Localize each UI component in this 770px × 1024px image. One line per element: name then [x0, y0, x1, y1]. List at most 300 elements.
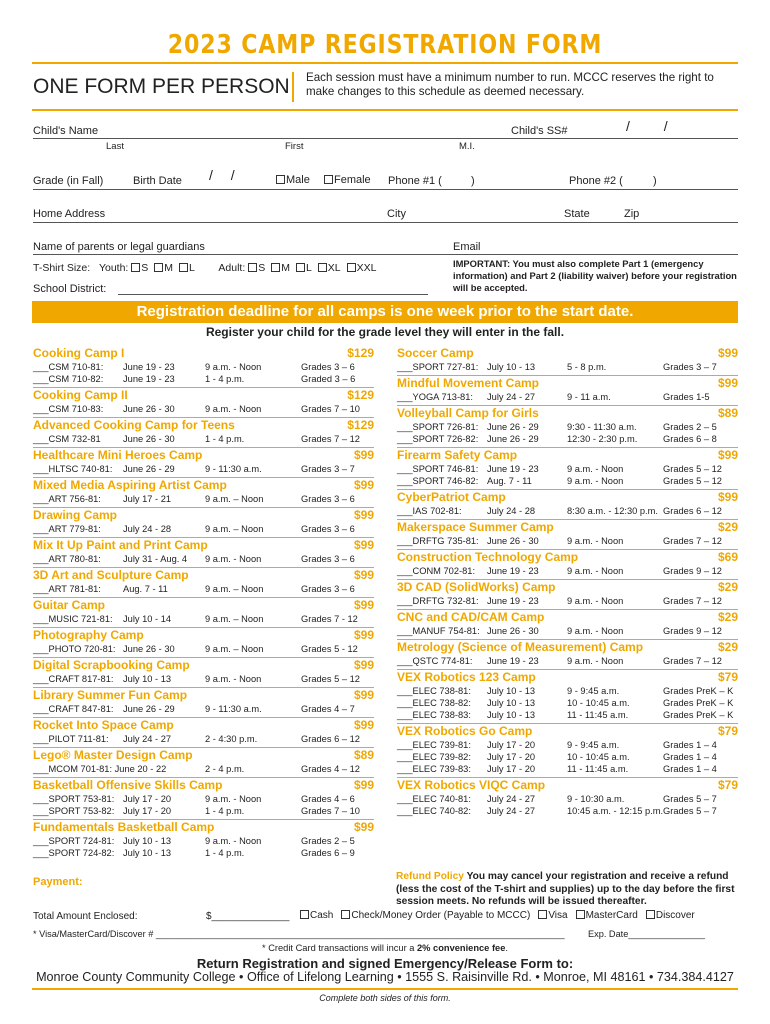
payment-option-checkbox[interactable]: [341, 910, 350, 919]
camp-price: $129: [347, 388, 374, 402]
session-detail: July 24 - 27: [487, 806, 536, 816]
adult-size-s[interactable]: [248, 262, 265, 274]
session-detail: 11 - 11:45 a.m.: [567, 710, 629, 720]
session-detail: 1 - 4 p.m.: [205, 848, 245, 858]
session-detail: July 17 - 21: [123, 494, 172, 504]
total-amount-label: Total Amount Enclosed:: [33, 911, 138, 922]
session-detail: Grades 6 – 12: [663, 506, 722, 516]
phone1-paren: ): [471, 175, 475, 187]
session-detail: Grades 7 - 12: [301, 614, 358, 624]
session-detail: 2 - 4 p.m.: [205, 764, 245, 774]
session-checkbox-line[interactable]: ___SPORT 726-81:: [397, 422, 479, 432]
youth-size-label: S: [141, 262, 149, 274]
college-address: Monroe County Community College • Office of Lifelong Learning • 1555 S. Raisinville Rd. • Monroe, MI 48161 • 734.384.4127: [36, 970, 734, 984]
session-detail: June 26 - 29: [123, 704, 175, 714]
session-detail: Grades 7 – 12: [663, 656, 722, 666]
expiration-date-field[interactable]: Exp. Date_______________: [588, 929, 705, 939]
payment-option-checkbox[interactable]: [300, 910, 309, 919]
camp-name: Healthcare Mini Heroes Camp: [33, 448, 203, 462]
session-checkbox-line[interactable]: ___ELEC 738-83:: [397, 710, 471, 720]
school-district-field[interactable]: [118, 294, 428, 295]
camp-name: CyberPatriot Camp: [397, 490, 506, 504]
home-address-label: Home Address: [33, 208, 106, 220]
session-checkbox-line[interactable]: ___SPORT 753-81:: [33, 794, 115, 804]
session-detail: July 10 - 13: [487, 710, 536, 720]
youth-size-l[interactable]: [179, 262, 195, 274]
last-label: Last: [106, 141, 124, 152]
camp-name: Makerspace Summer Camp: [397, 520, 554, 534]
session-checkbox-line[interactable]: ___YOGA 713-81:: [397, 392, 473, 402]
session-detail: Grades 9 – 12: [663, 566, 722, 576]
camp-name: Mix It Up Paint and Print Camp: [33, 538, 208, 552]
childs-name-field[interactable]: [33, 138, 738, 139]
adult-size-xxl-checkbox[interactable]: [347, 263, 356, 272]
camp-name: 3D Art and Sculpture Camp: [33, 568, 189, 582]
payment-option-1[interactable]: [341, 910, 530, 921]
youth-size-label: M: [164, 262, 174, 274]
mi-label: M.I.: [459, 141, 475, 152]
camp-price: $79: [717, 670, 738, 684]
payment-option-label: Visa: [548, 910, 568, 921]
session-detail: Grades 4 – 12: [301, 764, 360, 774]
camp-price: $29: [717, 640, 738, 654]
session-detail: Aug. 7 - 11: [123, 584, 168, 594]
session-detail: June 26 - 29: [123, 464, 175, 474]
youth-size-label: L: [189, 262, 195, 274]
session-detail: July 10 - 13: [487, 698, 536, 708]
adult-size-xl-checkbox[interactable]: [318, 263, 327, 272]
session-checkbox-line[interactable]: ___CONM 702-81:: [397, 566, 476, 576]
session-detail: June 19 - 23: [487, 656, 539, 666]
session-detail: 12:30 - 2:30 p.m.: [567, 434, 638, 444]
session-detail: July 17 - 20: [487, 740, 536, 750]
session-detail: Grades 5 – 7: [663, 794, 717, 804]
payment-option-label: Check/Money Order (Payable to MCCC): [351, 910, 531, 921]
session-detail: 2 - 4:30 p.m.: [205, 734, 258, 744]
session-detail: Grades 5 - 12: [301, 644, 358, 654]
session-checkbox-line[interactable]: ___CSM 710-81:: [33, 362, 104, 372]
session-detail: June 26 - 30: [487, 626, 539, 636]
session-detail: July 10 - 13: [123, 836, 172, 846]
session-checkbox-line[interactable]: ___PILOT 711-81:: [33, 734, 109, 744]
camp-price: $129: [347, 418, 374, 432]
youth-size-m[interactable]: [154, 262, 173, 274]
convenience-fee-note: * Credit Card transactions will incur a 2% convenience fee.: [262, 943, 508, 953]
payment-option-label: Discover: [655, 910, 695, 921]
session-detail: July 31 - Aug. 4: [123, 554, 188, 564]
session-detail: June 19 - 23: [487, 566, 539, 576]
payment-label: Payment:: [33, 876, 83, 888]
camp-name: Fundamentals Basketball Camp: [33, 820, 215, 834]
session-detail: Grades 5 – 12: [301, 674, 360, 684]
complete-both-sides-note: Complete both sides of this form.: [319, 993, 451, 1003]
male-checkbox[interactable]: [276, 175, 285, 184]
session-detail: Grades 3 – 6: [301, 554, 355, 564]
session-detail: Grades 7 – 12: [663, 536, 722, 546]
session-checkbox-line[interactable]: ___CRAFT 817-81:: [33, 674, 114, 684]
session-checkbox-line[interactable]: ___ELEC 740-82:: [397, 806, 471, 816]
session-detail: Grades 9 – 12: [663, 626, 722, 636]
session-checkbox-line[interactable]: ___ART 779-81:: [33, 524, 101, 534]
session-detail: Grades 1 – 4: [663, 752, 717, 762]
session-detail: Grades 6 – 12: [301, 734, 360, 744]
camp-name: Cooking Camp II: [33, 388, 128, 402]
email-label: Email: [453, 241, 481, 253]
payment-option-0[interactable]: [300, 910, 333, 921]
session-detail: 11 - 11:45 a.m.: [567, 764, 629, 774]
camp-name: Mixed Media Aspiring Artist Camp: [33, 478, 227, 492]
first-label: First: [285, 141, 304, 152]
session-detail: Grades 6 – 9: [301, 848, 355, 858]
session-checkbox-line[interactable]: ___DRFTG 732-81:: [397, 596, 479, 606]
camp-name: Digital Scrapbooking Camp: [33, 658, 190, 672]
session-detail: Grades 6 – 8: [663, 434, 717, 444]
camp-price: $89: [353, 748, 374, 762]
session-detail: 1 - 4 p.m.: [205, 806, 245, 816]
camp-price: $89: [717, 406, 738, 420]
adult-size-s-checkbox[interactable]: [248, 263, 257, 272]
camp-name: Drawing Camp: [33, 508, 118, 522]
important-notice: IMPORTANT: You must also complete Part 1 (emergency information) and Part 2 (liability waiver) before your registration will be accepted.: [453, 258, 737, 293]
session-detail: 9 a.m. - Noon: [205, 674, 262, 684]
session-detail: June 26 - 30: [123, 404, 175, 414]
session-detail: 5 - 8 p.m.: [567, 362, 607, 372]
camp-name: Rocket Into Space Camp: [33, 718, 174, 732]
session-detail: July 24 - 27: [123, 734, 172, 744]
camp-price: $99: [353, 538, 374, 552]
session-checkbox-line[interactable]: ___SPORT 724-81:: [33, 836, 115, 846]
session-checkbox-line[interactable]: ___ART 756-81:: [33, 494, 101, 504]
youth-size-l-checkbox[interactable]: [179, 263, 188, 272]
camp-price: $99: [717, 346, 738, 360]
payment-option-label: Cash: [310, 910, 334, 921]
camp-name: VEX Robotics Go Camp: [397, 724, 533, 738]
camp-name: VEX Robotics 123 Camp: [397, 670, 536, 684]
session-detail: 9 - 11:30 a.m.: [205, 464, 262, 474]
session-checkbox-line[interactable]: ___ART 780-81:: [33, 554, 101, 564]
session-detail: Grades 3 – 6: [301, 494, 355, 504]
session-detail: June 26 - 29: [487, 434, 539, 444]
session-detail: 9 a.m. – Noon: [205, 614, 264, 624]
session-detail: 9 - 10:30 a.m.: [567, 794, 625, 804]
session-detail: 9 a.m. - Noon: [567, 656, 624, 666]
camp-name: Guitar Camp: [33, 598, 106, 612]
session-checkbox-line[interactable]: ___CSM 710-83:: [33, 404, 104, 414]
camp-price: $99: [353, 688, 374, 702]
session-detail: 9 a.m. - Noon: [567, 596, 624, 606]
camp-name: CNC and CAD/CAM Camp: [397, 610, 545, 624]
footer-divider: [32, 988, 738, 990]
phone1-label: Phone #1 (: [388, 175, 442, 187]
payment-option-4[interactable]: [646, 910, 695, 921]
session-detail: Grades PreK – K: [663, 686, 734, 696]
school-district-label: School District:: [33, 283, 107, 295]
camp-price: $79: [717, 724, 738, 738]
female-checkbox[interactable]: [324, 175, 333, 184]
session-detail: 9:30 - 11:30 a.m.: [567, 422, 637, 432]
session-detail: 9 - 11:30 a.m.: [205, 704, 262, 714]
camp-name: Metrology (Science of Measurement) Camp: [397, 640, 644, 654]
state-label: State: [564, 208, 590, 220]
camp-price: $129: [347, 346, 374, 360]
session-detail: Aug. 7 - 11: [487, 476, 532, 486]
session-detail: 10 - 10:45 a.m.: [567, 752, 630, 762]
session-detail: 9 a.m. - Noon: [567, 566, 624, 576]
birth-date-field[interactable]: / /: [209, 167, 235, 183]
camp-price: $99: [353, 478, 374, 492]
ssn-field[interactable]: / /: [626, 118, 668, 134]
session-detail: June 26 - 30: [487, 536, 539, 546]
refund-policy: Refund Policy You may cancel your registration and receive a refund (less the cost of the T-shirt and supplies) up to the day before the first session meets. No refunds will be issued thereafter.: [396, 871, 735, 907]
session-detail: 10 - 10:45 a.m.: [567, 698, 630, 708]
camp-price: $79: [717, 778, 738, 792]
session-detail: July 24 - 28: [123, 524, 172, 534]
session-detail: Grades 4 – 6: [301, 794, 355, 804]
ssn-label: Child's SS#: [511, 125, 568, 137]
session-detail: June 26 - 29: [487, 422, 539, 432]
session-checkbox-line[interactable]: ___CRAFT 847-81:: [33, 704, 114, 714]
adult-size-xxl[interactable]: [347, 262, 377, 274]
session-detail: 1 - 4 p.m.: [205, 434, 245, 444]
camp-price: $99: [353, 820, 374, 834]
session-detail: July 10 - 13: [123, 848, 172, 858]
adult-size-label: XXL: [356, 262, 377, 274]
session-detail: July 10 - 13: [487, 362, 536, 372]
payment-options: [300, 910, 695, 921]
session-checkbox-line[interactable]: ___ELEC 739-82:: [397, 752, 471, 762]
session-detail: June 19 - 23: [487, 464, 539, 474]
session-detail: 8:30 a.m. - 12:30 p.m.: [567, 506, 658, 516]
phone2-paren: ): [653, 175, 657, 187]
session-checkbox-line[interactable]: ___IAS 702-81:: [397, 506, 462, 516]
grade-row-line: [33, 189, 738, 190]
session-detail: Grades 2 – 5: [301, 836, 355, 846]
youth-size-s-checkbox[interactable]: [131, 263, 140, 272]
session-detail: 9 - 9:45 a.m.: [567, 686, 620, 696]
session-detail: Grades 7 – 12: [663, 596, 722, 606]
youth-size-s[interactable]: [131, 262, 148, 274]
session-detail: 9 a.m. – Noon: [205, 584, 264, 594]
female-option[interactable]: Female: [324, 174, 371, 186]
camp-price: $99: [717, 376, 738, 390]
session-detail: Grades 7 – 12: [301, 434, 360, 444]
adult-size-label: M: [281, 262, 290, 274]
header-vertical-divider: [292, 72, 294, 102]
total-amount-field[interactable]: $______________: [206, 911, 290, 922]
phone2-label: Phone #2 (: [569, 175, 623, 187]
session-notice: Each session must have a minimum number to run. MCCC reserves the right to make changes to this schedule as deemed necessary.: [306, 71, 714, 98]
session-checkbox-line[interactable]: ___ELEC 738-82:: [397, 698, 471, 708]
session-detail: June 19 - 23: [123, 374, 175, 384]
session-detail: July 24 - 27: [487, 392, 536, 402]
session-detail: Grades 3 – 6: [301, 524, 355, 534]
adult-size-xl[interactable]: [318, 262, 341, 274]
payment-option-label: MasterCard: [585, 910, 638, 921]
birth-date-label: Birth Date: [133, 175, 182, 187]
session-detail: 9 a.m. - Noon: [205, 836, 262, 846]
adult-size-l[interactable]: [296, 262, 312, 274]
grade-label: Grade (in Fall): [33, 175, 104, 187]
session-checkbox-line[interactable]: ___SPORT 746-82:: [397, 476, 479, 486]
session-detail: July 24 - 27: [487, 794, 536, 804]
header-divider: [32, 109, 738, 111]
session-checkbox-line[interactable]: ___QSTC 774-81:: [397, 656, 473, 666]
session-detail: Grades 1-5: [663, 392, 710, 402]
parents-label: Name of parents or legal guardians: [33, 241, 205, 253]
session-checkbox-line[interactable]: ___HLTSC 740-81:: [33, 464, 113, 474]
session-checkbox-line[interactable]: ___CSM 710-82:: [33, 374, 104, 384]
session-detail: 9 a.m. - Noon: [567, 626, 624, 636]
session-detail: 9 a.m. – Noon: [205, 524, 264, 534]
parents-field[interactable]: [33, 254, 738, 255]
session-detail: 9 a.m. – Noon: [205, 494, 264, 504]
camp-name: VEX Robotics VIQC Camp: [397, 778, 546, 792]
camp-name: Library Summer Fun Camp: [33, 688, 188, 702]
session-detail: Grades 5 – 12: [663, 464, 722, 474]
camp-price: $29: [717, 610, 738, 624]
camp-price: $29: [717, 520, 738, 534]
camp-price: $99: [353, 568, 374, 582]
session-detail: Grades 7 – 10: [301, 404, 360, 414]
session-detail: July 10 - 13: [487, 686, 536, 696]
session-detail: 9 a.m. - Noon: [205, 554, 262, 564]
session-detail: Grades 5 – 7: [663, 806, 717, 816]
camp-price: $99: [353, 628, 374, 642]
tshirt-size-row: T-Shirt Size: Youth: S M L Adult: S M L XL XXL: [33, 262, 377, 274]
session-detail: June 26 - 30: [123, 644, 175, 654]
camp-name: Basketball Offensive Skills Camp: [33, 778, 223, 792]
session-detail: Grades 3 – 6: [301, 584, 355, 594]
session-detail: Grades 3 – 7: [301, 464, 355, 474]
card-number-field[interactable]: * Visa/MasterCard/Discover # ________________________________________________________________________________: [33, 929, 565, 939]
session-detail: July 17 - 20: [487, 764, 536, 774]
session-checkbox-line[interactable]: ___SPORT 727-81:: [397, 362, 479, 372]
grade-level-note: Register your child for the grade level they will enter in the fall.: [205, 325, 565, 339]
camp-price: $99: [717, 490, 738, 504]
session-detail: Grades 3 – 6: [301, 362, 355, 372]
return-instructions: Return Registration and signed Emergency/Release Form to:: [196, 956, 574, 971]
session-detail: July 17 - 20: [487, 752, 536, 762]
camp-name: Photography Camp: [33, 628, 144, 642]
session-detail: June 19 - 23: [487, 596, 539, 606]
session-detail: 9 a.m. - Noon: [205, 362, 262, 372]
session-detail: June 19 - 23: [123, 362, 175, 372]
camp-name: Lego® Master Design Camp: [33, 748, 193, 762]
camp-price: $99: [353, 448, 374, 462]
camp-name: Firearm Safety Camp: [397, 448, 518, 462]
session-detail: 9 - 9:45 a.m.: [567, 740, 620, 750]
session-detail: 9 a.m. - Noon: [567, 476, 624, 486]
youth-size-m-checkbox[interactable]: [154, 263, 163, 272]
camp-price: $99: [353, 598, 374, 612]
camp-price: $99: [717, 448, 738, 462]
session-detail: 10:45 a.m. - 12:15 p.m.: [567, 806, 664, 816]
title-divider: [32, 62, 738, 64]
payment-option-3[interactable]: [576, 910, 638, 921]
payment-option-checkbox[interactable]: [646, 910, 655, 919]
session-checkbox-line[interactable]: ___CSM 732-81: [33, 434, 101, 444]
session-detail: Grades 5 – 12: [663, 476, 722, 486]
camp-name: Advanced Cooking Camp for Teens: [33, 418, 235, 432]
session-detail: June 26 - 30: [123, 434, 175, 444]
form-title: 2023 CAMP REGISTRATION FORM: [167, 30, 603, 60]
session-detail: 9 a.m. - Noon: [205, 794, 262, 804]
session-detail: Grades 3 – 7: [663, 362, 717, 372]
session-checkbox-line[interactable]: ___ELEC 740-81:: [397, 794, 471, 804]
camp-name: Cooking Camp I: [33, 346, 125, 360]
session-detail: Grades 7 – 10: [301, 806, 360, 816]
adult-size-label: XL: [327, 262, 341, 274]
camp-price: $29: [717, 580, 738, 594]
session-detail: Grades PreK – K: [663, 698, 734, 708]
session-detail: 9 a.m. - Noon: [567, 536, 624, 546]
session-checkbox-line[interactable]: ___DRFTG 735-81:: [397, 536, 479, 546]
session-detail: 9 a.m. - Noon: [567, 464, 624, 474]
session-checkbox-line[interactable]: ___SPORT 746-81:: [397, 464, 479, 474]
camp-name: Volleyball Camp for Girls: [397, 406, 539, 420]
session-detail: July 17 - 20: [123, 794, 172, 804]
one-form-label: ONE FORM PER PERSON: [33, 75, 290, 98]
session-checkbox-line[interactable]: ___MUSIC 721-81:: [33, 614, 113, 624]
session-checkbox-line[interactable]: ___SPORT 726-82:: [397, 434, 479, 444]
session-checkbox-line[interactable]: ___ELEC 739-83:: [397, 764, 471, 774]
session-detail: July 10 - 13: [123, 674, 172, 684]
session-checkbox-line[interactable]: ___MANUF 754-81:: [397, 626, 480, 636]
session-checkbox-line[interactable]: ___ELEC 738-81:: [397, 686, 471, 696]
session-detail: 9 a.m. - Noon: [205, 404, 262, 414]
session-checkbox-line[interactable]: ___SPORT 724-82:: [33, 848, 115, 858]
camp-price: $99: [353, 778, 374, 792]
adult-size-m[interactable]: [271, 262, 290, 274]
session-detail: 9 a.m. – Noon: [205, 644, 264, 654]
male-option[interactable]: Male: [276, 174, 310, 186]
adult-size-label: S: [258, 262, 266, 274]
session-detail: Graded 3 – 6: [301, 374, 356, 384]
city-label: City: [387, 208, 406, 220]
payment-option-2[interactable]: [538, 910, 567, 921]
session-checkbox-line[interactable]: ___ART 781-81:: [33, 584, 101, 594]
zip-label: Zip: [624, 208, 640, 220]
camp-price: $99: [353, 658, 374, 672]
session-detail: Grades 2 – 5: [663, 422, 717, 432]
deadline-banner: Registration deadline for all camps is one week prior to the start date.: [32, 301, 738, 323]
camp-name: Soccer Camp: [397, 346, 474, 360]
camp-name: 3D CAD (SolidWorks) Camp: [397, 580, 556, 594]
session-checkbox-line[interactable]: ___PHOTO 720-81:: [33, 644, 116, 654]
payment-option-checkbox[interactable]: [538, 910, 547, 919]
payment-option-checkbox[interactable]: [576, 910, 585, 919]
camp-name: Construction Technology Camp: [397, 550, 579, 564]
camp-price: $99: [353, 718, 374, 732]
adult-size-label: L: [305, 262, 312, 274]
session-checkbox-line[interactable]: ___ELEC 739-81:: [397, 740, 471, 750]
session-detail: 9 - 11 a.m.: [567, 392, 611, 402]
adult-size-l-checkbox[interactable]: [296, 263, 305, 272]
address-field[interactable]: [33, 222, 738, 223]
session-detail: Grades 1 – 4: [663, 764, 717, 774]
session-detail: Grades 1 – 4: [663, 740, 717, 750]
session-checkbox-line[interactable]: ___SPORT 753-82:: [33, 806, 115, 816]
childs-name-label: Child's Name: [33, 125, 99, 137]
adult-size-m-checkbox[interactable]: [271, 263, 280, 272]
session-checkbox-line[interactable]: ___MCOM 701-81: June 20 - 22: [33, 764, 167, 774]
session-detail: Grades 4 – 7: [301, 704, 355, 714]
camp-price: $69: [717, 550, 738, 564]
session-detail: 1 - 4 p.m.: [205, 374, 245, 384]
session-detail: July 24 - 28: [487, 506, 536, 516]
camp-name: Mindful Movement Camp: [397, 376, 540, 390]
session-detail: Grades PreK – K: [663, 710, 734, 720]
